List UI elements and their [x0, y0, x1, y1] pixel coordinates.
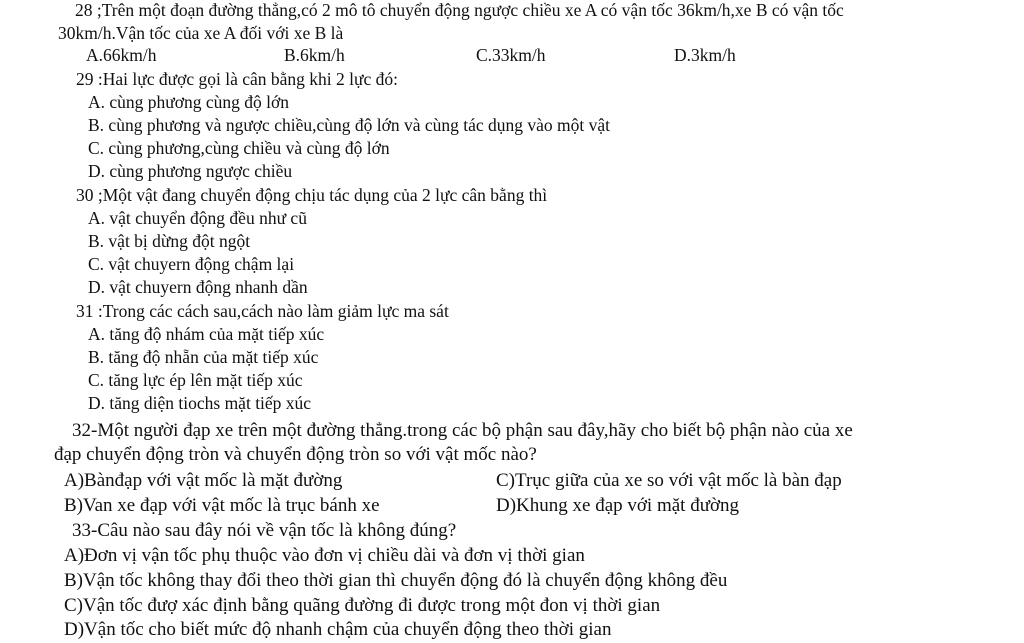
question-33-option-b: B)Vận tốc không thay đổi theo thời gian thì chuyển động đó là chuyển động không đều: [64, 570, 728, 591]
question-28-option-d: D.3km/h: [674, 45, 736, 65]
question-30-option-c: C. vật chuyern động chậm lại: [88, 254, 295, 274]
question-32-option-c: C)Trục giữa của xe so với vật mốc là bàn đạp: [496, 470, 842, 491]
question-32-option-d: D)Khung xe đạp với mặt đường: [496, 495, 740, 516]
question-29-stem: 29 :Hai lực được gọi là cân bằng khi 2 lực đó:: [76, 69, 399, 89]
question-32-line-1: 32-Một người đạp xe trên một đường thẳng.trong các bộ phận sau đây,hãy cho biết bộ phận nào của xe: [72, 420, 853, 441]
question-31-option-c: C. tăng lực ép lên mặt tiếp xúc: [88, 370, 303, 390]
question-32-line-2: đạp chuyển động tròn và chuyển động tròn so với vật mốc nào?: [54, 444, 537, 465]
question-33-option-c: C)Vận tốc đượ xác định bằng quãng đường đi được trong một đon vị thời gian: [64, 595, 661, 616]
question-28-option-c: C.33km/h: [476, 45, 546, 65]
question-30-option-d: D. vật chuyern động nhanh dần: [88, 277, 308, 297]
question-33-option-a: A)Đơn vị vận tốc phụ thuộc vào đơn vị chiều dài và đơn vị thời gian: [64, 545, 585, 566]
question-33-stem: 33-Câu nào sau đây nói về vận tốc là không đúng?: [72, 520, 457, 541]
question-29-option-a: A. cùng phương cùng độ lớn: [88, 92, 290, 112]
question-29-option-d: D. cùng phương ngược chiều: [88, 161, 293, 181]
question-28-option-a: A.66km/h: [86, 45, 157, 65]
question-30-option-a: A. vật chuyển động đều như cũ: [88, 208, 307, 228]
question-33-option-d: D)Vận tốc cho biết mức độ nhanh chậm của chuyển động theo thời gian: [64, 619, 612, 640]
question-28-option-b: B.6km/h: [284, 45, 345, 65]
question-30-stem: 30 ;Một vật đang chuyển động chịu tác dụng của 2 lực cân bằng thì: [76, 185, 548, 205]
question-31-option-a: A. tăng độ nhám của mặt tiếp xúc: [88, 324, 325, 344]
question-31-option-d: D. tăng diện tiochs mặt tiếp xúc: [88, 393, 312, 413]
question-31-option-b: B. tăng độ nhẵn của mặt tiếp xúc: [88, 347, 319, 367]
question-31-stem: 31 :Trong các cách sau,cách nào làm giảm lực ma sát: [76, 301, 449, 321]
question-32-option-a: A)Bànđạp với vật mốc là mặt đường: [64, 470, 343, 491]
question-28-line-2: 30km/h.Vận tốc của xe A đối với xe B là: [58, 23, 344, 43]
question-29-option-c: C. cùng phương,cùng chiều và cùng độ lớn: [88, 138, 390, 158]
question-32-option-b: B)Van xe đạp với vật mốc là trục bánh xe: [64, 495, 380, 516]
question-29-option-b: B. cùng phương và ngược chiều,cùng độ lớn và cùng tác dụng vào một vật: [88, 115, 611, 135]
question-28-line-1: 28 ;Trên một đoạn đường thẳng,có 2 mô tô chuyển động ngược chiều xe A có vận tốc 36km/h,xe B có vận tốc: [75, 0, 844, 20]
question-30-option-b: B. vật bị dừng đột ngột: [88, 231, 251, 251]
